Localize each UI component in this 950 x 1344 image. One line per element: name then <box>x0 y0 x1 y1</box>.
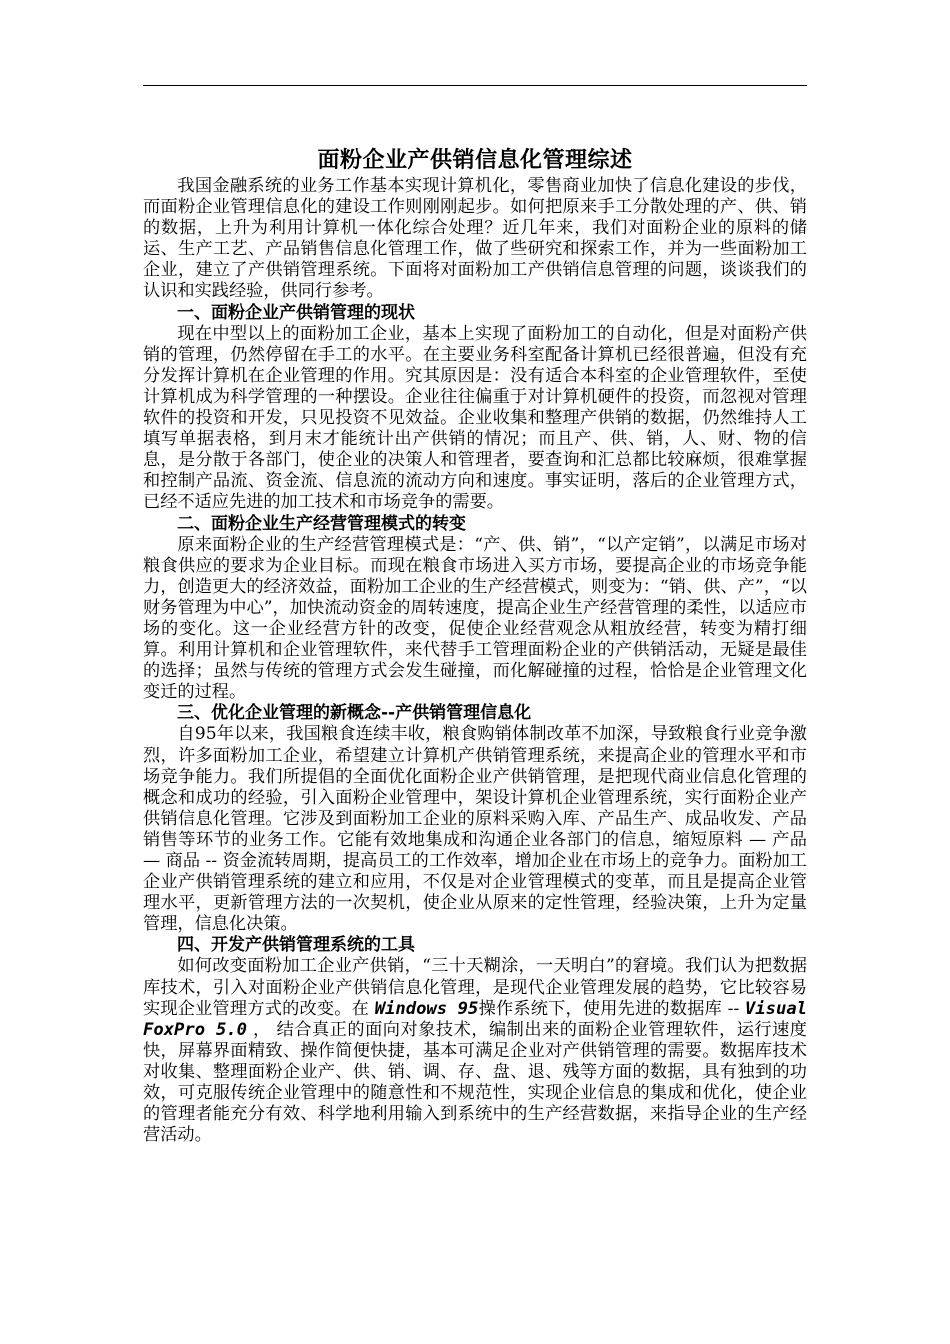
section-1-heading: 一、面粉企业产供销管理的现状 <box>177 302 415 323</box>
intro-paragraph: 我国金融系统的业务工作基本实现计算机化，零售商业加快了信息化建设的步伐，而面粉企业管理信息化的建设工作则刚刚起步。如何把原来手工分散处理的产、供、销的数据，上升为利用计算机一体化综合处理？近几年来，我们对面粉企业的原料的储运、生产工艺、产品销售信息化管理工作，做了些研究和探索工作，并为一些面粉加工企业，建立了产供销管理系统。下面将对面粉加工产供销信息管理的问题，谈谈我们的认识和实践经验，供同行参考。 <box>143 176 807 302</box>
section-1-paragraph: 现在中型以上的面粉加工企业，基本上实现了面粉加工的自动化，但是对面粉产供销的管理，仍然停留在手工的水平。在主要业务科室配备计算机已经很普遍，但没有充分发挥计算机在企业管理的作用。究其原因是：没有适合本科室的企业管理软件，至使计算机成为科学管理的一种摆设。企业往往偏重于对计算机硬件的投资，而忽视对管理软件的投资和开发，只见投资不见效益。企业收集和整理产供销的数据，仍然维持人工填写单据表格，到月末才能统计出产供销的情况；而且产、供、销，人、财、物的信息，是分散于各部门，使企业的决策人和管理者，要查询和汇总都比较麻烦，很难掌握和控制产品流、资金流、信息流的流动方向和速度。事实证明，落后的企业管理方式，已经不适应先进的加工技术和市场竞争的需要。 <box>143 323 807 513</box>
section-4-text-b: 操作系统下，使用先进的数据库 -- <box>478 998 745 1019</box>
document-title: 面粉企业产供销信息化管理综述 <box>317 148 633 173</box>
section-4-heading: 四、开发产供销管理系统的工具 <box>177 935 415 956</box>
section-3-paragraph: 自95年以来，我国粮食连续丰收，粮食购销体制改革不加深，导致粮食行业竞争激烈，许多面粉加工企业，希望建立计算机产供销管理系统，来提高企业的管理水平和市场竞争能力。我们所提倡的全面优化面粉企业产供销管理，是把现代商业信息化管理的概念和成功的经验，引入面粉企业管理中，架设计算机企业管理系统，实行面粉企业产供销信息化管理。它涉及到面粉加工企业的原料采购入库、产品生产、成品收发、产品销售等环节的业务工作。它能有效地集成和沟通企业各部门的信息，缩短原料 — 产品 — 商品 -- 资金流转周期，提高员工的工作效率，增加企业在市场上的竞争力。面粉加工企业产供销管理系统的建立和应用，不仅是对企业管理模式的变革，而且是提高企业管理水平，更新管理方法的一次契机，使企业从原来的定性管理，经验决策，上升为定量管理，信息化决策。 <box>143 724 807 935</box>
section-4-paragraph <box>143 956 807 1146</box>
section-2-heading: 二、面粉企业生产经营管理模式的转变 <box>177 513 466 534</box>
section-4-text-c: ， 结合真正的面向对象技术，编制出来的面粉企业管理软件，运行速度快，屏幕界面精致、操作简便快捷，基本可满足企业对产供销管理的需要。数据库技术对收集、整理面粉企业产、供、销、调、存、盘、退、残等方面的数据，具有独到的功效，可克服传统企业管理中的随意性和不规范性，实现企业信息的集成和优化，使企业的管理者能充分有效、科学地利用输入到系统中的生产经营数据，来指导企业的生产经营活动。 <box>143 1019 807 1146</box>
section-4-text-a: 如何改变面粉加工企业产供销，“三十天糊涂，一天明白”的窘境。我们认为把数据库技术，引入对面粉企业产供销信息化管理，是现代企业管理发展的趋势，它比较容易实现企业管理方式的改变。在 <box>143 956 807 1019</box>
os-name: Windows 95 <box>374 998 479 1019</box>
document-body <box>143 146 807 1146</box>
header-rule <box>143 85 807 86</box>
database-name: Visual FoxPro 5.0 <box>143 998 808 1040</box>
section-2-paragraph: 原来面粉企业的生产经营管理模式是：“产、供、销”，“以产定销”，以满足市场对粮食供应的要求为企业目标。而现在粮食市场进入买方市场，要提高企业的市场竞争能力，创造更大的经济效益，面粉加工企业的生产经营模式，则变为：“销、供、产”，“以财务管理为中心”，加快流动资金的周转速度，提高企业生产经营管理的柔性，以适应市场的变化。这一企业经营方针的改变，促使企业经营观念从粗放经营，转变为精打细算。利用计算机和企业管理软件，来代替手工管理面粉企业的产供销活动，无疑是最佳的选择；虽然与传统的管理方式会发生碰撞，而化解碰撞的过程，恰恰是企业管理文化变迁的过程。 <box>143 534 807 703</box>
section-3-heading: 三、优化企业管理的新概念--产供销管理信息化 <box>177 703 532 724</box>
